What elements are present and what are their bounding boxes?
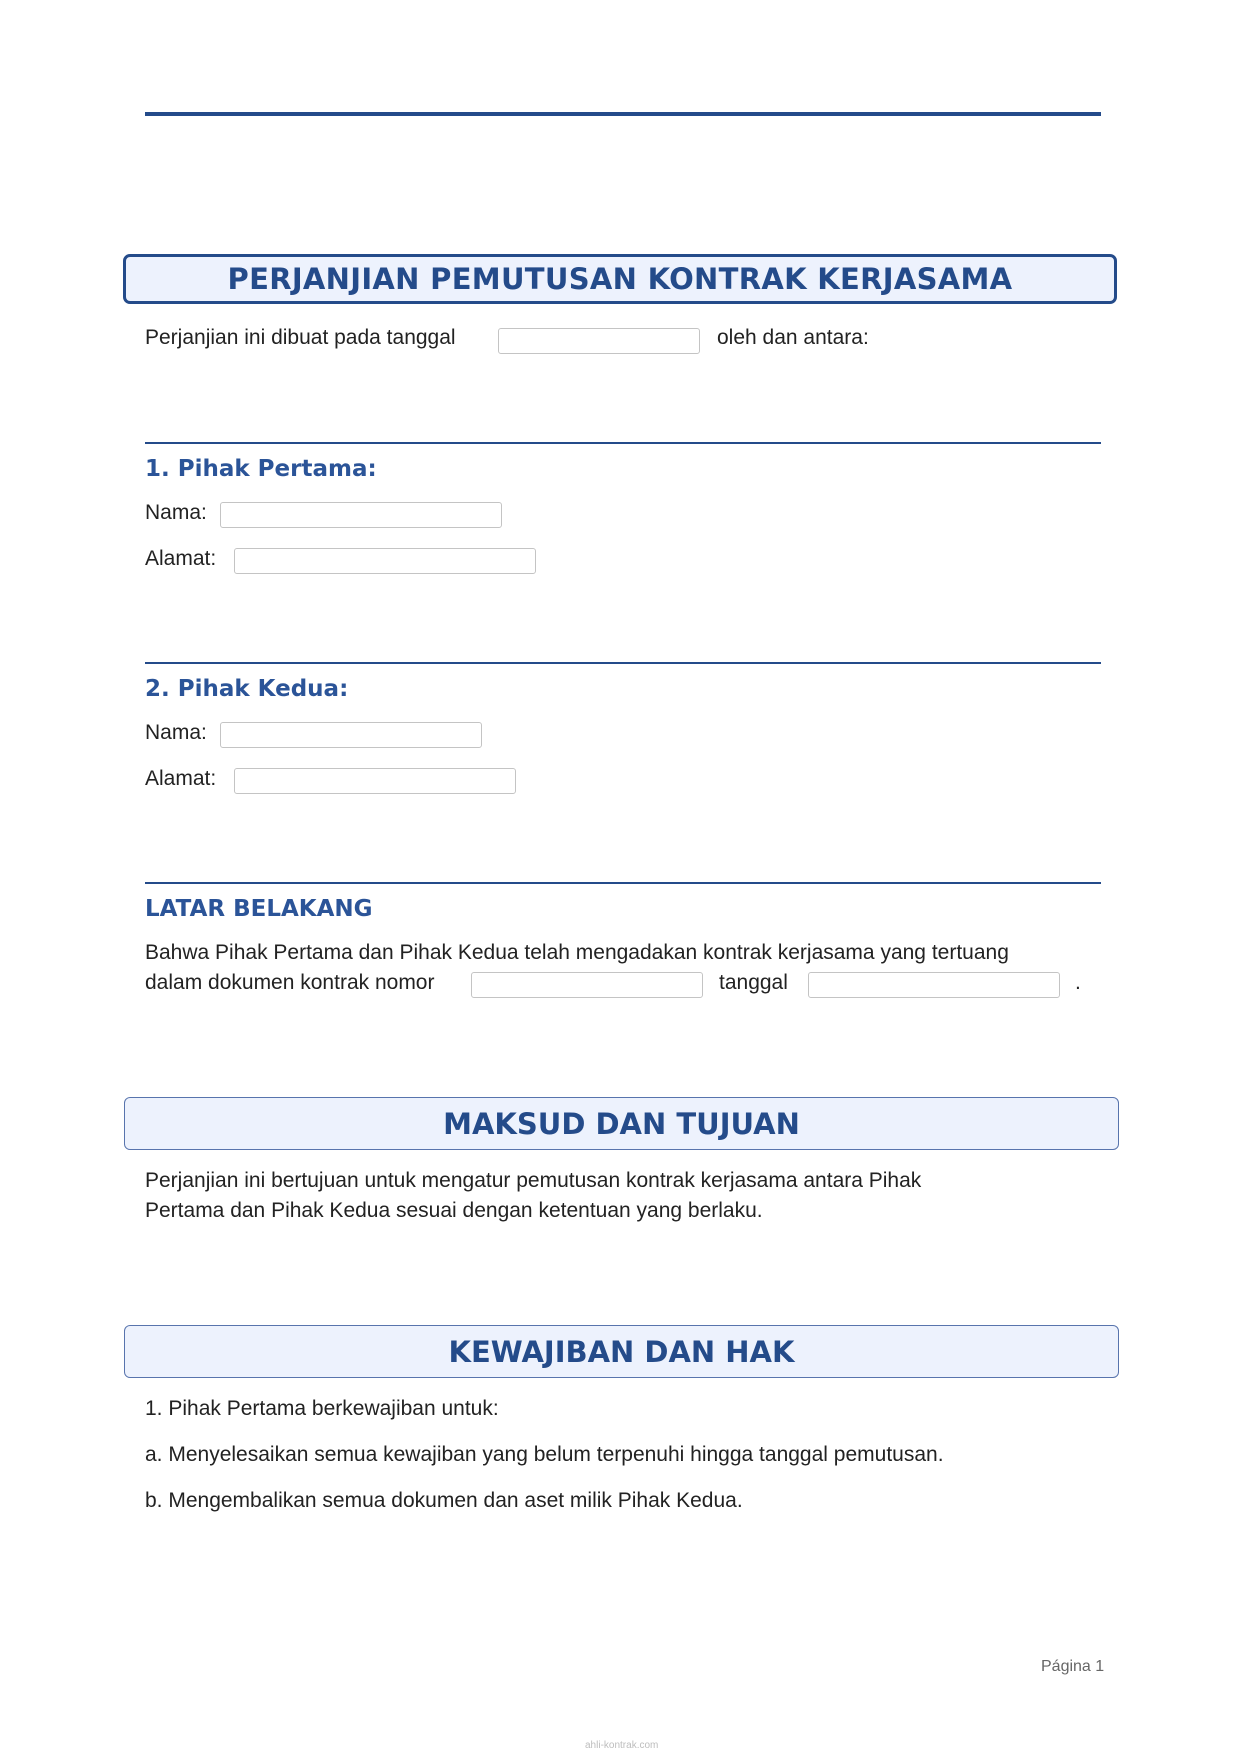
obligation-item-a: a. Menyelesaikan semua kewajiban yang belum terpenuhi hingga tanggal pemutusan. xyxy=(145,1443,944,1466)
purpose-line-1: Perjanjian ini bertujuan untuk mengatur pemutusan kontrak kerjasama antara Pihak xyxy=(145,1169,922,1192)
header-rule xyxy=(145,112,1101,116)
watermark: ahli-kontrak.com xyxy=(585,1740,659,1751)
background-heading: LATAR BELAKANG xyxy=(145,896,373,922)
agreement-date-field[interactable] xyxy=(498,328,700,354)
party-one-name-field[interactable] xyxy=(220,502,502,528)
obligation-item-b: b. Mengembalikan semua dokumen dan aset milik Pihak Kedua. xyxy=(145,1489,743,1512)
purpose-line-2: Pertama dan Pihak Kedua sesuai dengan ketentuan yang berlaku. xyxy=(145,1199,763,1222)
party-two-name-field[interactable] xyxy=(220,722,482,748)
party-two-address-label: Alamat: xyxy=(145,767,217,790)
obligations-heading: KEWAJIBAN DAN HAK xyxy=(448,1334,795,1369)
background-line-2-end: . xyxy=(1075,971,1081,994)
background-line-2-prefix: dalam dokumen kontrak nomor xyxy=(145,971,435,994)
party-one-name-label: Nama: xyxy=(145,501,207,524)
party-two-address-field[interactable] xyxy=(234,768,516,794)
party-two-heading: 2. Pihak Kedua: xyxy=(145,676,349,702)
page-number: Página 1 xyxy=(1041,1658,1105,1675)
obligations-heading-box xyxy=(124,1325,1119,1378)
background-line-2-middle: tanggal xyxy=(719,971,788,994)
purpose-heading: MAKSUD DAN TUJUAN xyxy=(443,1106,800,1141)
obligation-item-1: 1. Pihak Pertama berkewajiban untuk: xyxy=(145,1397,499,1420)
intro-prefix: Perjanjian ini dibuat pada tanggal xyxy=(145,326,456,349)
party-one-address-label: Alamat: xyxy=(145,547,217,570)
document-title-box xyxy=(123,254,1117,304)
contract-date-field[interactable] xyxy=(808,972,1060,998)
section-rule xyxy=(145,662,1101,664)
background-line-1: Bahwa Pihak Pertama dan Pihak Kedua telah mengadakan kontrak kerjasama yang tertuang xyxy=(145,941,1009,964)
contract-number-field[interactable] xyxy=(471,972,703,998)
intro-suffix: oleh dan antara: xyxy=(717,326,869,349)
document-title: PERJANJIAN PEMUTUSAN KONTRAK KERJASAMA xyxy=(227,262,1013,296)
purpose-heading-box xyxy=(124,1097,1119,1150)
party-two-name-label: Nama: xyxy=(145,721,207,744)
section-rule xyxy=(145,882,1101,884)
section-rule xyxy=(145,442,1101,444)
party-one-heading: 1. Pihak Pertama: xyxy=(145,456,377,482)
party-one-address-field[interactable] xyxy=(234,548,536,574)
